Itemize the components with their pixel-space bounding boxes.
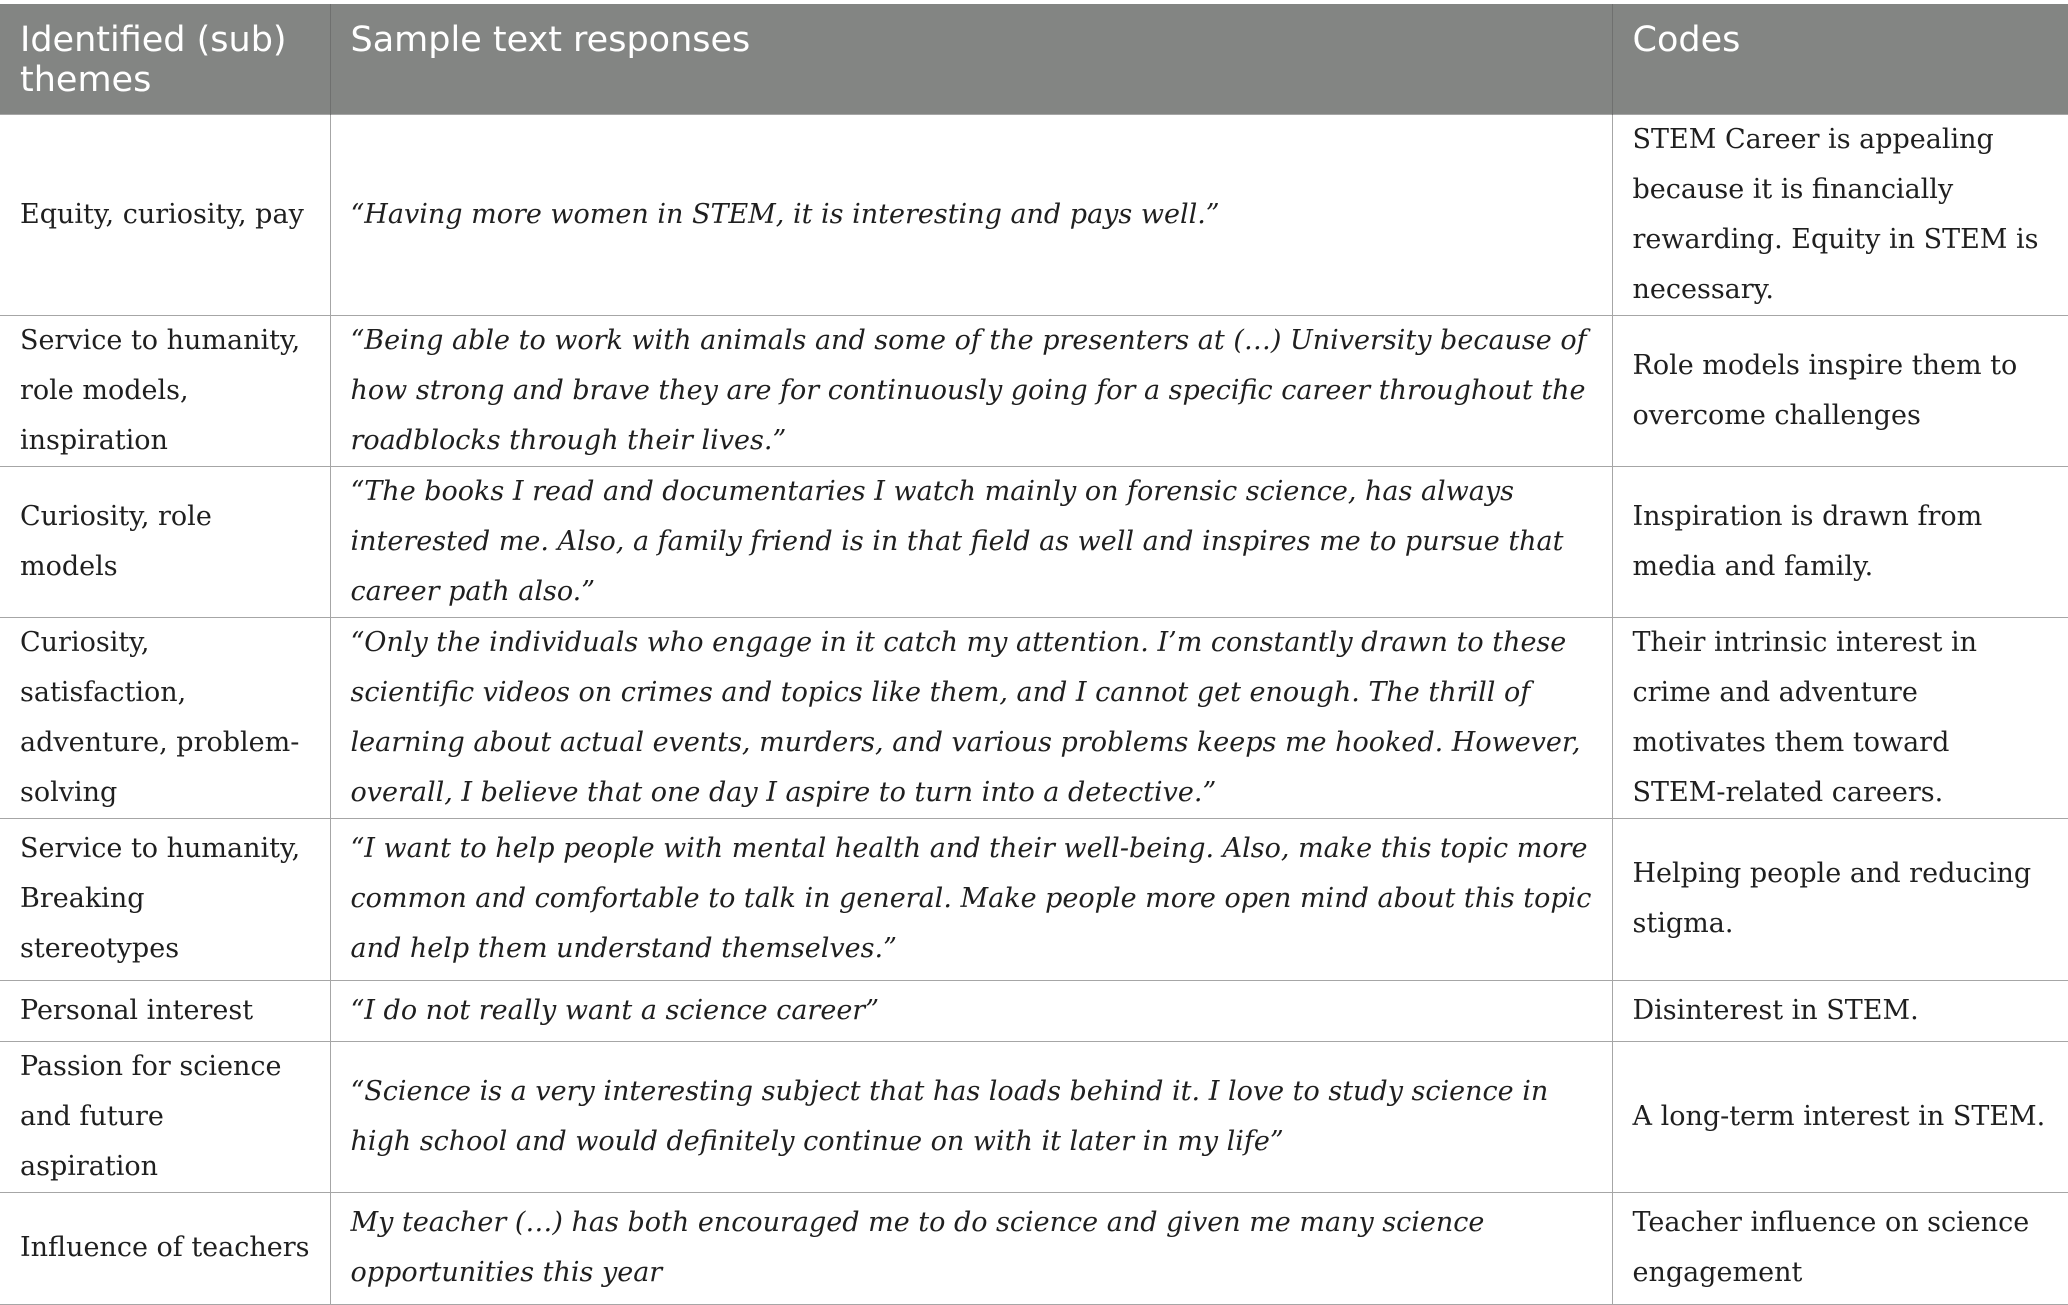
theme-cell: Equity, curiosity, pay (0, 114, 330, 315)
theme-cell: Personal interest (0, 980, 330, 1041)
theme-cell: Service to humanity, role models, inspiration (0, 315, 330, 466)
table-row (0, 1041, 2068, 1192)
code-cell: Teacher influence on science engagement (1612, 1192, 2068, 1304)
response-cell: “The books I read and documentaries I watch mainly on forensic science, has always interested me. Also, a family friend is in that field as well and inspires me to pursue that career path also.” (330, 466, 1612, 617)
theme-cell: Curiosity, role models (0, 466, 330, 617)
response-cell: “Being able to work with animals and some of the presenters at (…) University because of how strong and brave they are for continuously going for a specific career throughout the roadblocks through their lives.” (330, 315, 1612, 466)
header-row (0, 4, 2068, 114)
table-header (0, 4, 2068, 114)
table-row (0, 818, 2068, 980)
response-cell: “Having more women in STEM, it is interesting and pays well.” (330, 114, 1612, 315)
header-responses: Sample text responses (330, 4, 1612, 114)
response-cell: “I want to help people with mental health and their well-being. Also, make this topic more common and comfortable to talk in general. Make people more open mind about this topic and help them understand themselves.” (330, 818, 1612, 980)
response-cell: My teacher (…) has both encouraged me to do science and given me many science opportunities this year (330, 1192, 1612, 1304)
themes-table (0, 4, 2068, 1305)
table-body (0, 114, 2068, 1304)
table-row (0, 315, 2068, 466)
header-themes: Identified (sub) themes (0, 4, 330, 114)
code-cell: STEM Career is appealing because it is financially rewarding. Equity in STEM is necessary. (1612, 114, 2068, 315)
table-row (0, 114, 2068, 315)
theme-cell: Curiosity, satisfaction, adventure, problem-solving (0, 617, 330, 818)
table-row (0, 1192, 2068, 1304)
code-cell: Role models inspire them to overcome challenges (1612, 315, 2068, 466)
header-codes: Codes (1612, 4, 2068, 114)
theme-cell: Influence of teachers (0, 1192, 330, 1304)
code-cell: Helping people and reducing stigma. (1612, 818, 2068, 980)
table-row (0, 466, 2068, 617)
response-cell: “Only the individuals who engage in it catch my attention. I’m constantly drawn to these scientific videos on crimes and topics like them, and I cannot get enough. The thrill of learning about actual events, murders, and various problems keeps me hooked. However, overall, I believe that one day I aspire to turn into a detective.” (330, 617, 1612, 818)
theme-cell: Service to humanity, Breaking stereotypes (0, 818, 330, 980)
code-cell: Their intrinsic interest in crime and adventure motivates them toward STEM-related careers. (1612, 617, 2068, 818)
response-cell: “Science is a very interesting subject that has loads behind it. I love to study science in high school and would definitely continue on with it later in my life” (330, 1041, 1612, 1192)
table-row (0, 617, 2068, 818)
theme-cell: Passion for science and future aspiration (0, 1041, 330, 1192)
code-cell: A long-term interest in STEM. (1612, 1041, 2068, 1192)
table-row (0, 980, 2068, 1041)
code-cell: Inspiration is drawn from media and family. (1612, 466, 2068, 617)
code-cell: Disinterest in STEM. (1612, 980, 2068, 1041)
response-cell: “I do not really want a science career” (330, 980, 1612, 1041)
